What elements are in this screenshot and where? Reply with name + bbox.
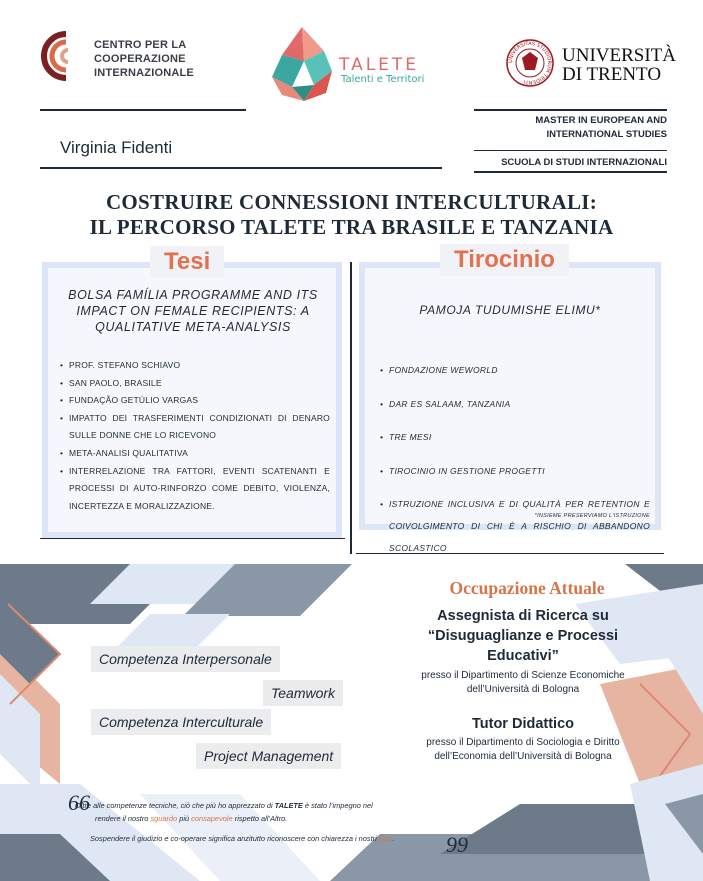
skill-tag: Competenza Interculturale [91,709,271,735]
occupation-title: Occupazione Attuale [449,578,605,598]
list-item: • PROF. STEFANO SCHIAVO [60,357,330,375]
unitn-seal-icon [505,38,555,88]
quote-close-icon: 99 [446,832,468,857]
list-item: • FUNDAÇÃO GETÚLIO VARGAS [60,392,330,410]
page-title: COSTRUIRE CONNESSIONI INTERCULTURALI: IL PERCORSO TALETE TRA BRASILE E TANZANIA [89,190,614,239]
list-item: • DAR ES SALAAM, TANZANIA [380,393,650,415]
thesis-title: BOLSA FAMÍLIA PROGRAMME AND ITS IMPACT ON FEMALE RECIPIENTS: A QUALITATIVE META-ANALYSIS [68,288,318,334]
list-item: • ISTRUZIONE INCLUSIVA E DI QUALITÀ PER RETENTION E COIVOLGIMENTO DI CHI È A RISCHIO DI ABBANDONO SCOLASTICO [380,493,650,559]
unitn-name: UNIVERSITÀ DI TRENTO [562,45,676,85]
list-item: • TRE MESI [380,426,650,448]
author-name: Virginia Fidenti [60,138,173,157]
column-divider [350,262,352,554]
role-department: presso il Dipartimento di Scienze Economiche dell’Università di Bologna [421,670,625,695]
divider [474,109,667,111]
divider [40,109,246,111]
list-item: • TIROCINIO IN GESTIONE PROGETTI [380,460,650,482]
list-item: • SAN PAOLO, BRASILE [60,375,330,393]
talete-name: TALETE [339,55,420,75]
list-item: • FONDAZIONE WEWORLD [380,359,650,381]
skill-tag: Teamwork [263,680,343,706]
ccpi-logo-icon [40,30,92,82]
quote-open-icon: 66 [68,790,90,815]
quote-text: Oltre alle competenze tecniche, ciò che più ho apprezzato di TALETE è stato l’impegno nel rendere il nostro sguardo più consapevole rispetto all’Altro. [75,801,373,823]
internship-tag: Tirocinio [440,244,569,276]
quote-text: Sospendere il giudizio e co-operare significa anzitutto riconoscere con chiarezza i nostri bias. [90,834,395,843]
internship-footnote: *INSIEME PRESERVIAMO L'ISTRUZIONE [534,513,650,519]
thesis-list [60,357,330,515]
list-item: • INTERRELAZIONE TRA FATTORI, EVENTI SCATENANTI E PROCESSI DI AUTO-RINFORZO COME DEBITO, VIOLENZA, INCERTEZZA E MORALIZZAZIONE. [60,463,330,516]
list-item: • IMPATTO DEI TRASFERIMENTI CONDIZIONATI DI DENARO SULLE DONNE CHE LO RICEVONO [60,410,330,445]
list-item: • META-ANALISI QUALITATIVA [60,445,330,463]
school-name: SCUOLA DI STUDI INTERNAZIONALI [501,157,667,168]
internship-title: PAMOJA TUDUMISHE ELIMU* [419,303,601,317]
role-title: Tutor Didattico [471,716,575,732]
skill-tag: Competenza Interpersonale [91,646,280,672]
talete-subtitle: Talenti e Territori [341,74,425,85]
divider [40,167,442,169]
divider [40,538,345,539]
talete-logo-icon [270,25,334,103]
master-program: MASTER IN EUROPEAN AND INTERNATIONAL STUDIES [535,115,667,140]
divider [474,150,667,151]
internship-list [380,359,650,571]
skill-tag: Project Management [196,743,341,769]
divider [474,171,667,173]
svg-text:UNIVERSITAS STUDIORUM TRIDENTI: UNIVERSITAS STUDIORUM TRIDENTI [507,40,553,86]
ccpi-name: CENTRO PER LA COOPERAZIONE INTERNAZIONALE [94,39,194,79]
role-title: Assegnista di Ricerca su “Disuguaglianze e Processi Educativi” [427,608,619,664]
thesis-tag: Tesi [150,246,224,278]
role-department: presso il Dipartimento di Sociologia e Diritto dell’Economia dell’Università di Bologna [426,737,620,762]
